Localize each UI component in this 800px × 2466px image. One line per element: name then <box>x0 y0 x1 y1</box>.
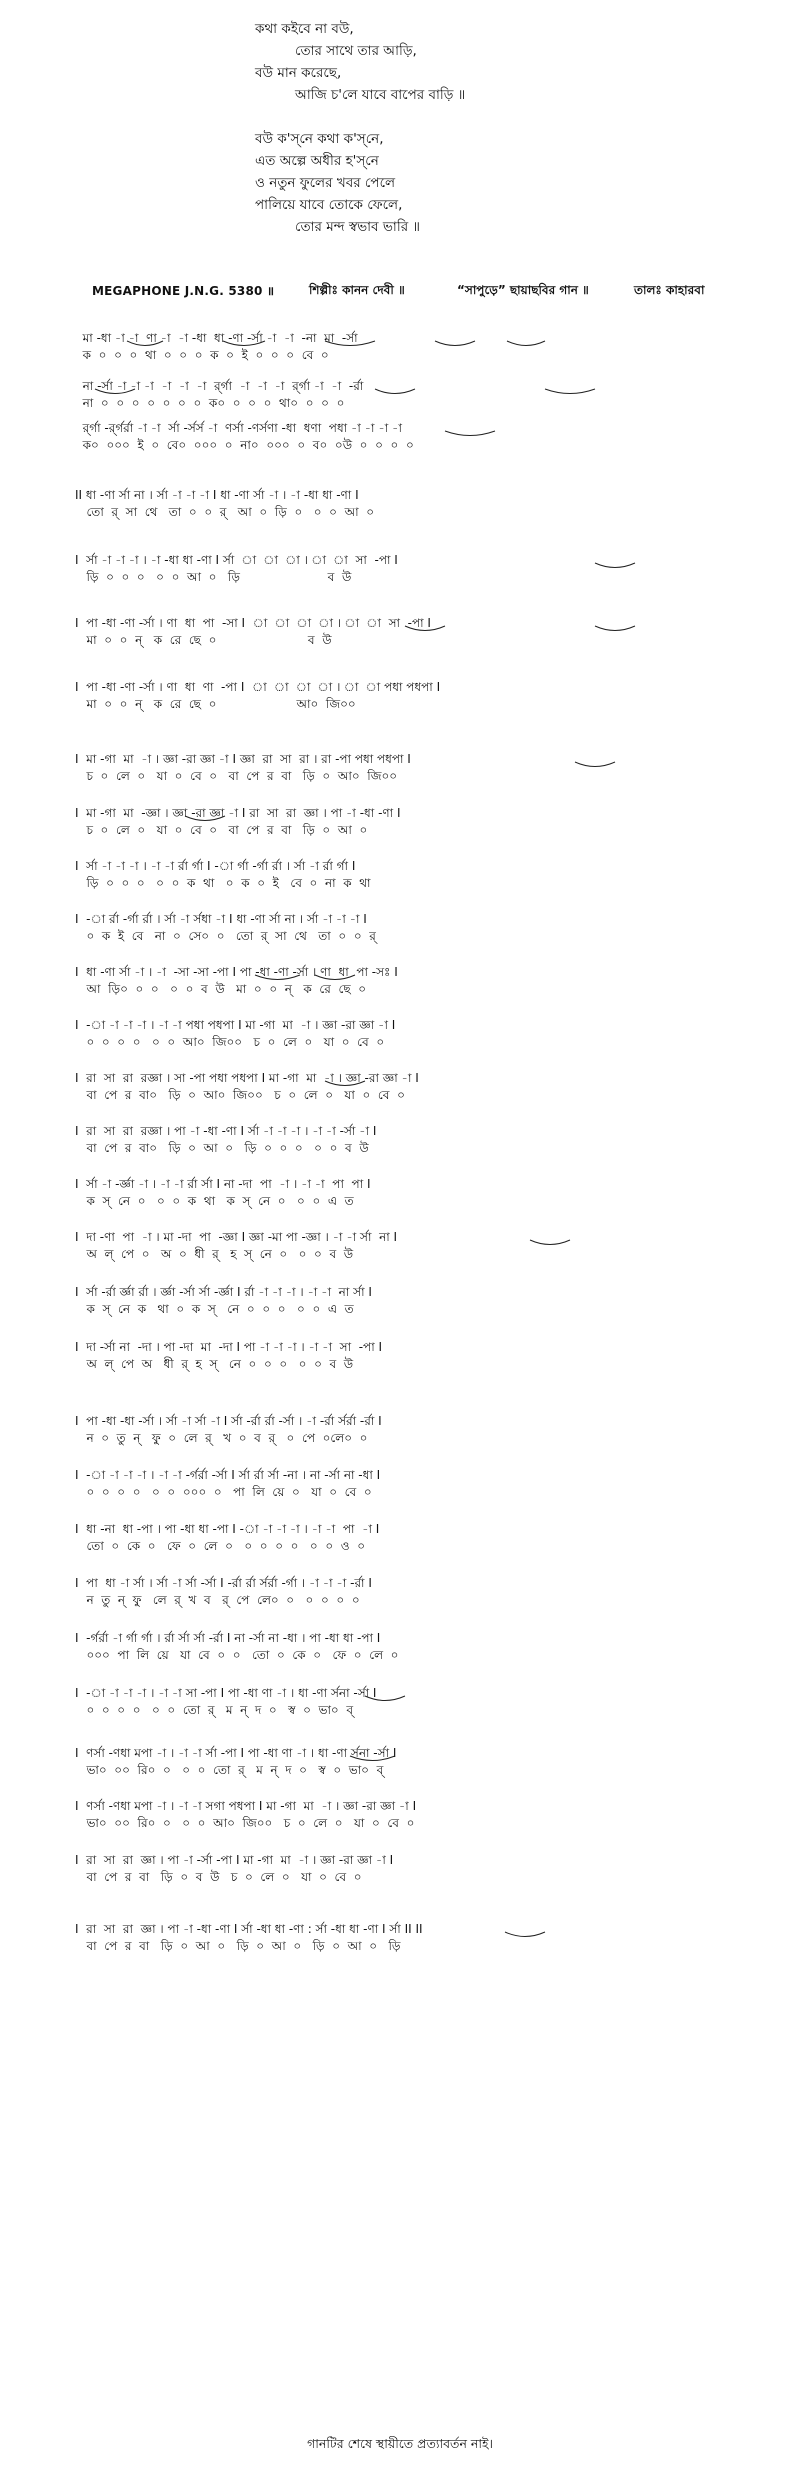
slur-arc <box>185 816 225 821</box>
swara-line: I পা -ধা -ধা -র্সা । র্সা -া র্সা -া I র্সা -র্রা র্রা -র্সা । -া -র্রা র্সর্রা -র্রা I <box>75 1414 382 1428</box>
slur-arc <box>445 431 495 436</box>
lyric-line: ০ ০ ০ ০ ০ ০ তো র্‌ ম ন্‌ দ ০ স্ব ০ ভা০ ব্‌ <box>86 1703 354 1717</box>
record-label: MEGAPHONE J.N.G. 5380 ॥ <box>92 284 275 298</box>
swara-line: I ধা -না ধা -পা । পা -ধা ধা -পা I -া -া -া -া । -া -া পা -া I <box>75 1522 380 1536</box>
lyric-line: অ ল্‌ পে অ ধী র্‌ হ স্‌ নে ০ ০ ০ ০ ০ ব উ <box>75 1357 354 1371</box>
notation-row <box>75 1339 735 1373</box>
notation-row <box>75 1921 735 1955</box>
swara-line: I ধা -ণা র্সা -া । -া -সা -সা -পা I পা -ধা -ণা -র্সা । ণা ধা পা -সঃ I <box>75 965 398 979</box>
lyric-line: ক স্‌ নে ক থা ০ ক স্‌ নে ০ ০ ০ ০ ০ এ ত <box>75 1302 354 1316</box>
poem-line: পালিয়ে যাবে তোকে ফেলে, <box>255 197 403 213</box>
lyric-line: বা পে র বা০ ড়ি ০ আ০ জি০০ চ ০ লে ০ যা ০ বে ০ <box>75 1088 405 1102</box>
swara-line: র্র্গা -র্র্গর্রা -া -া র্সা -র্সর্স -া ণর্সা -ণর্সণা -ধা ধণা পধা -া -া -া -া <box>75 421 402 435</box>
artist-credit: শিল্পীঃ কানন দেবী ॥ <box>309 283 405 297</box>
swara-line: I র্সা -া -া -া । -া -া র্রা র্গা I -া র্গা -র্গা র্রা । র্সা -া র্রা র্গা I <box>75 859 356 873</box>
swara-line: I দা -ণা পা -া । মা -দা পা -জ্ঞা I জ্ঞা -মা পা -জ্ঞা । -া -া র্সা না I <box>75 1230 398 1244</box>
notation-row <box>75 1521 735 1555</box>
slur-arc <box>575 762 615 767</box>
lyric-line: ০ ০ ০ ০ ০ ০ ০০০ ০ পা লি য়ে ০ যা ০ বে ০ <box>75 1485 372 1499</box>
lyric-line: ড়ি ০ ০ ০ ০ ০ আ ০ ড়ি ব উ <box>75 570 352 584</box>
notation-row <box>75 1229 735 1263</box>
slur-marks <box>75 562 735 572</box>
slur-marks <box>75 761 735 771</box>
lyric-line: ক ০ ০ ০ থা ০ ০ ০ ক ০ ই ০ ০ ০ বে ০ <box>75 348 329 362</box>
notation-row <box>75 1284 735 1318</box>
notation-row <box>75 552 735 586</box>
slur-marks <box>75 1755 735 1765</box>
lyric-line: ০০০ পা লি য়ে যা বে ০ ০ তো ০ কে ০ ফে ০ লে ০ <box>75 1648 399 1662</box>
swara-line: I ণর্সা -ণধা মপা -া । -া -া র্সা -পা I পা -ধা ণা -া । ধা -ণা র্সনা -র্সা I <box>75 1746 397 1760</box>
lyric-line: ক০ ০০০ ই ০ বে০ ০০০ ০ না০ ০০০ ০ ব০ ০উ ০ ০ ০ ০ <box>75 438 414 452</box>
lyric-line: তো র্‌ সা থে তা ০ ০ র্‌ আ ০ ড়ি ০ ০ ০ আ ০ <box>75 505 375 519</box>
notation-row <box>75 615 735 649</box>
slur-arc <box>365 1696 405 1701</box>
lyric-line: ০ ক ই বে না ০ সে০ ০ তো র্‌ সা থে তা ০ ০ র্‌ <box>86 929 376 943</box>
slur-marks <box>75 815 735 825</box>
swara-line: I -া -া -া -া । -া -া সা -পা I পা -ধা ণা -া । ধা -ণা র্সনা -র্সা I <box>75 1686 377 1700</box>
notation-row <box>75 1575 735 1609</box>
lyric-line: তো ০ কে ০ ফে ০ লে ০ ০ ০ ০ ০ ০ ০ ও ০ <box>75 1539 366 1553</box>
notation-row <box>75 420 735 454</box>
slur-marks <box>75 1695 735 1705</box>
poem-line: তোর মন্দ স্বভাব ভারি ॥ <box>295 219 421 235</box>
notation-row <box>75 330 735 364</box>
notation-row <box>75 679 735 713</box>
slur-marks <box>75 1080 735 1090</box>
lyric-line: মা ০ ০ ন্‌ ক রে ছে ০ আ০ জি০০ <box>75 697 356 711</box>
notation-row <box>75 751 735 785</box>
swara-line: I -া -া -া -া । -া -া পধা পধপা I মা -গা মা -া । জ্ঞা -রা জ্ঞা -া I <box>75 1018 396 1032</box>
slur-marks <box>75 340 735 350</box>
poem-line: কথা কইবে না বউ, <box>255 21 354 37</box>
slur-arc <box>435 341 475 346</box>
swara-line: I রা সা রা জ্ঞা । পা -া -র্সা -পা I মা -গা মা -া । জ্ঞা -রা জ্ঞা -া I <box>75 1853 394 1867</box>
swara-line: I র্সা -র্রা র্জ্ঞা র্রা । র্জ্ঞা -র্সা র্সা -র্জ্ঞা I র্রা -া -া -া । -া -া না র্সা I <box>75 1285 372 1299</box>
lyric-line: ক স্‌ নে ০ ০ ০ ক থা ক স্‌ নে ০ ০ ০ এ ত <box>75 1194 354 1208</box>
poem-line: ও নতুন ফুলের খবর পেলে <box>255 175 396 191</box>
slur-arc <box>325 341 375 346</box>
slur-arc <box>530 1240 570 1245</box>
poem-intro <box>255 18 465 106</box>
notation-row <box>75 1413 735 1447</box>
footer-note: গানটির শেষে স্থায়ীতে প্রত্যাবর্তন নাই। <box>307 2436 493 2451</box>
notation-row <box>75 964 735 998</box>
swara-line: I রা সা রা জ্ঞা । পা -া -ধা -ণা I র্সা -ধা ধা -ণা : র্সা -ধা ধা -ণা I র্সা II II <box>75 1922 423 1936</box>
lyric-line: ড়ি ০ ০ ০ ০ ০ ক থা ০ ক ০ ই বে ০ না ক থা <box>75 876 371 890</box>
slur-arc <box>595 563 635 568</box>
lyric-line: না ০ ০ ০ ০ ০ ০ ০ ক০ ০ ০ ০ থা০ ০ ০ ০ <box>75 396 345 410</box>
swara-line: না -র্সা -া -া -া -া -া -া র্র্গা -া -া -া র্র্গা -া -া -র্রা <box>75 379 364 393</box>
swara-line: I র্সা -া -া -া । -া -ধা ধা -ণা I র্সা া া া । া া সা -পা I <box>75 553 398 567</box>
notation-row <box>75 1685 735 1719</box>
slur-arc <box>325 1081 365 1086</box>
swara-line: II ধা -ণা র্সা না । র্সা -া -া -া I ধা -ণা র্সা -া । -া -ধা ধা -ণা I <box>75 488 359 502</box>
notation-row <box>75 1630 735 1664</box>
lyric-line: ন ০ তু ন্‌ ফু ০ লে র্‌ খ ০ ব র্‌ ০ পে ০লে০ ০ <box>75 1431 368 1445</box>
notation-row <box>75 487 735 521</box>
slur-arc <box>350 1756 395 1761</box>
lyric-line: মা ০ ০ ন্‌ ক রে ছে ০ ব উ <box>75 633 332 647</box>
slur-arc <box>127 341 163 346</box>
swara-line: I পা -ধা -ণা -র্সা । ণা ধা ণা -পা I া া া া । া া পধা পধপা I <box>75 680 441 694</box>
notation-row <box>75 378 735 412</box>
poem-line: তোর সাথে তার আড়ি, <box>295 43 417 59</box>
slur-marks <box>75 430 735 440</box>
lyric-line: চ ০ লে ০ যা ০ বে ০ বা পে র বা ড়ি ০ আ০ জি০০ <box>75 769 398 783</box>
lyric-line: ভা০ ০০ রি০ ০ ০ ০ তো র্‌ ম ন্‌ দ ০ স্ব ০ ভা০ ব্‌ <box>86 1763 384 1777</box>
lyric-line: চ ০ লে ০ যা ০ বে ০ বা পে র বা ড়ি ০ আ ০ <box>75 823 368 837</box>
slur-marks <box>75 974 735 984</box>
swara-line: I -া র্রা -র্গা র্রা । র্সা -া র্সধা -া I ধা -ণা র্সা না । র্সা -া -া -া I <box>75 912 367 926</box>
swara-line: I -র্গর্রা -া র্গা র্গা । র্রা র্সা র্সা -র্রা I না -র্সা না -ধা । পা -ধা ধা -পা I <box>75 1631 381 1645</box>
notation-row <box>75 1745 735 1779</box>
swara-line: I রা সা রা রজ্ঞা । পা -া -ধা -ণা I র্সা -া -া -া । -া -া -র্সা -া I <box>75 1124 377 1138</box>
tala-credit: তালঃ কাহারবা <box>634 283 705 297</box>
notation-row <box>75 1017 735 1051</box>
notation-row <box>75 1467 735 1501</box>
notation-row <box>75 805 735 839</box>
slur-arc <box>595 626 635 631</box>
film-credit: “সাপুড়ে” ছায়াছবির গান ॥ <box>457 283 589 297</box>
swara-line: I পা -ধা -ণা -র্সা । ণা ধা পা -সা I া া া া । া া সা -পা I <box>75 616 431 630</box>
slur-arc <box>95 389 135 394</box>
poem-second <box>255 128 420 238</box>
poem-line: বউ ক'স্‌নে কথা ক'স্‌নে, <box>255 131 384 147</box>
notation-row <box>75 1123 735 1157</box>
lyric-line: বা পে র বা ড়ি ০ আ ০ ড়ি ০ আ ০ ড়ি ০ আ ০ ড়ি <box>75 1939 401 1953</box>
slur-arc <box>505 1932 545 1937</box>
notation-row <box>75 1798 735 1832</box>
lyric-line: আ ড়ি০ ০ ০ ০ ০ ব উ মা ০ ০ ন্‌ ক রে ছে ০ <box>75 982 367 996</box>
swara-line: I -া -া -া -া । -া -া -র্গর্রা -র্সা I র্সা র্রা র্সা -না । না -র্সা না -ধা I <box>75 1468 381 1482</box>
notation-row <box>75 1852 735 1886</box>
slur-arc <box>507 341 545 346</box>
swara-line: I মা -গা মা -জ্ঞা । জ্ঞা -রা জ্ঞা -া I রা সা রা জ্ঞা । পা -া -ধা -ণা I <box>75 806 401 820</box>
notation-row <box>75 858 735 892</box>
notation-row <box>75 1176 735 1210</box>
swara-line: I র্সা -া -র্জ্ঞা -া । -া -া র্রা র্সা I না -দা পা -া । -া -া পা পা I <box>75 1177 371 1191</box>
slur-marks <box>75 1239 735 1249</box>
slur-marks <box>75 388 735 398</box>
record-header <box>92 282 722 304</box>
lyric-line: ০ ০ ০ ০ ০ ০ আ০ জি০০ চ ০ লে ০ যা ০ বে ০ <box>75 1035 385 1049</box>
notation-row <box>75 911 735 945</box>
lyric-line: বা পে র বা০ ড়ি ০ আ ০ ড়ি ০ ০ ০ ০ ০ ব উ <box>75 1141 369 1155</box>
swara-line: I ণর্সা -ণধা মপা -া । -া -া সগা পধপা I মা -গা মা -া । জ্ঞা -রা জ্ঞা -া I <box>75 1799 417 1813</box>
lyric-line: বা পে র বা ড়ি ০ ব উ চ ০ লে ০ যা ০ বে ০ <box>75 1870 362 1884</box>
poem-line: আজি চ'লে যাবে বাপের বাড়ি ॥ <box>295 87 466 103</box>
swara-line: I দা -র্সা না -দা । পা -দা মা -দা I পা -া -া -া । -া -া সা -পা I <box>75 1340 383 1354</box>
lyric-line: অ ল্‌ পে ০ অ ০ ধী র্‌ হ স্‌ নে ০ ০ ০ ব উ <box>75 1247 354 1261</box>
swara-line: I রা সা রা রজ্ঞা । সা -পা পধা পধপা I মা -গা মা -া । জ্ঞা -রা জ্ঞা -া I <box>75 1071 419 1085</box>
poem-line: এত অল্পে অধীর হ'স্‌নে <box>255 153 379 169</box>
swara-line: I পা ধা -া র্সা । র্সা -া র্সা -র্সা I -র্রা র্রা র্সর্রা -র্গা । -া -া -া -র্রা I <box>75 1576 372 1590</box>
swara-line: I মা -গা মা -া । জ্ঞা -রা জ্ঞা -া I জ্ঞা রা সা রা । রা -পা পধা পধপা I <box>75 752 411 766</box>
lyric-line: ভা০ ০০ রি০ ০ ০ ০ আ০ জি০০ চ ০ লে ০ যা ০ বে ০ <box>75 1816 415 1830</box>
slur-arc <box>315 975 355 980</box>
slur-arc <box>545 389 595 394</box>
swara-line: মা -ধা -া -া ণা -া -া -ধা ধা -ণা -র্সা -া -া -না মা -র্সা <box>75 331 358 345</box>
slur-marks <box>75 1931 735 1941</box>
slur-arc <box>375 389 415 394</box>
slur-arc <box>255 975 300 980</box>
slur-arc <box>223 341 265 346</box>
slur-marks <box>75 625 735 635</box>
slur-arc <box>405 626 445 631</box>
notation-row <box>75 1070 735 1104</box>
poem-line: বউ মান করেছে, <box>255 65 342 81</box>
lyric-line: ন তু ন্‌ ফু লে র্‌ খ ব র্‌ পে লে০ ০ ০ ০ ০ ০ <box>75 1593 360 1607</box>
